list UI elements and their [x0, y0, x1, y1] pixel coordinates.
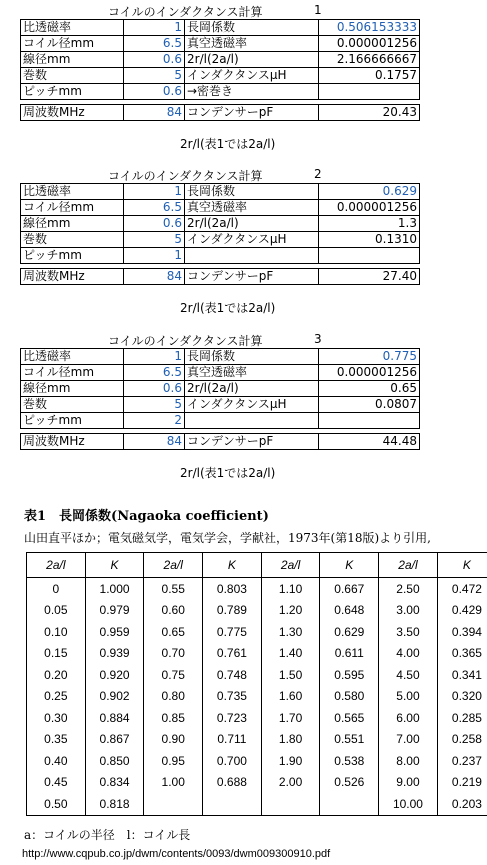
nagaoka-cell: 0.648: [320, 600, 379, 622]
capacitor-value: 20.43: [319, 105, 420, 121]
param-label: 比透磁率: [21, 20, 124, 36]
nagaoka-cell: [144, 793, 203, 815]
nagaoka-header: 2a/l: [379, 553, 438, 578]
calc-row: [21, 381, 420, 397]
nagaoka-cell: 0.10: [27, 621, 86, 643]
nagaoka-header: K: [437, 553, 487, 578]
param-label: コイル径mm: [21, 36, 124, 52]
nagaoka-cell: 1.90: [261, 750, 320, 772]
nagaoka-header: K: [320, 553, 379, 578]
nagaoka-cell: 0.711: [203, 729, 262, 751]
result-label: 真空透磁率: [185, 200, 319, 216]
nagaoka-row: [27, 729, 487, 751]
result-value: [319, 248, 420, 264]
nagaoka-cell: 0.472: [437, 578, 487, 600]
nagaoka-cell: 0.611: [320, 643, 379, 665]
capacitor-label: コンデンサーpF: [185, 434, 319, 450]
nagaoka-cell: 1.60: [261, 686, 320, 708]
nagaoka-cell: 1.20: [261, 600, 320, 622]
nagaoka-row: [27, 600, 487, 622]
result-value: [319, 84, 420, 100]
result-value: 0.506153333: [319, 20, 420, 36]
nagaoka-cell: 0.203: [437, 793, 487, 815]
nagaoka-cell: [261, 793, 320, 815]
nagaoka-table-source: 山田直平ほか；電気磁気学，電気学会，学献社，1973年(第18版)より引用,: [24, 531, 431, 545]
calc-number: 1: [314, 3, 322, 17]
frequency-input[interactable]: 84: [124, 434, 185, 450]
param-label: 巻数: [21, 397, 124, 413]
result-label: [185, 413, 319, 429]
param-input[interactable]: 6.5: [124, 36, 185, 52]
nagaoka-cell: 0: [27, 578, 86, 600]
nagaoka-cell: 8.00: [379, 750, 438, 772]
nagaoka-cell: 0.735: [203, 686, 262, 708]
nagaoka-cell: 0.867: [85, 729, 144, 751]
nagaoka-cell: 0.05: [27, 600, 86, 622]
result-label: 2r/l(2a/l): [185, 216, 319, 232]
param-label: ピッチmm: [21, 248, 124, 264]
calc-note: 2r/l(表1では2a/l): [180, 301, 276, 315]
nagaoka-header: K: [203, 553, 262, 578]
frequency-label: 周波数MHz: [21, 434, 124, 450]
result-value: 1.3: [319, 216, 420, 232]
calc-row: [21, 68, 420, 84]
nagaoka-cell: 0.65: [144, 621, 203, 643]
nagaoka-cell: [203, 793, 262, 815]
nagaoka-cell: [320, 793, 379, 815]
param-input[interactable]: 0.6: [124, 381, 185, 397]
param-label: 巻数: [21, 68, 124, 84]
nagaoka-header-row: [27, 553, 487, 578]
nagaoka-row: [27, 707, 487, 729]
nagaoka-cell: 1.30: [261, 621, 320, 643]
calc-number: 3: [314, 332, 322, 346]
nagaoka-cell: 1.80: [261, 729, 320, 751]
nagaoka-cell: 0.834: [85, 772, 144, 794]
frequency-label: 周波数MHz: [21, 269, 124, 285]
nagaoka-cell: 0.629: [320, 621, 379, 643]
result-value: 0.65: [319, 381, 420, 397]
result-value: 0.775: [319, 349, 420, 365]
result-value: 0.629: [319, 184, 420, 200]
nagaoka-cell: 0.761: [203, 643, 262, 665]
result-value: 0.000001256: [319, 200, 420, 216]
nagaoka-cell: 7.00: [379, 729, 438, 751]
nagaoka-cell: 0.30: [27, 707, 86, 729]
result-value: 0.1310: [319, 232, 420, 248]
nagaoka-cell: 0.394: [437, 621, 487, 643]
frequency-row: [21, 434, 420, 450]
nagaoka-table-body: [27, 578, 487, 816]
nagaoka-cell: 0.700: [203, 750, 262, 772]
calc-note: 2r/l(表1では2a/l): [180, 137, 276, 151]
frequency-label: 周波数MHz: [21, 105, 124, 121]
calc-title: コイルのインダクタンス計算: [108, 169, 263, 183]
nagaoka-cell: 0.258: [437, 729, 487, 751]
calc-row: [21, 36, 420, 52]
nagaoka-cell: 0.959: [85, 621, 144, 643]
nagaoka-cell: 0.526: [320, 772, 379, 794]
nagaoka-table-title: 表1 長岡係数(Nagaoka coefficient): [24, 509, 269, 524]
nagaoka-cell: 3.00: [379, 600, 438, 622]
nagaoka-cell: 0.285: [437, 707, 487, 729]
nagaoka-cell: 0.320: [437, 686, 487, 708]
nagaoka-row: [27, 793, 487, 815]
calc-row: [21, 20, 420, 36]
param-label: コイル径mm: [21, 200, 124, 216]
nagaoka-cell: 0.902: [85, 686, 144, 708]
param-label: 巻数: [21, 232, 124, 248]
nagaoka-cell: 0.40: [27, 750, 86, 772]
param-label: 比透磁率: [21, 349, 124, 365]
calc-row: [21, 52, 420, 68]
nagaoka-cell: 0.818: [85, 793, 144, 815]
nagaoka-cell: 0.580: [320, 686, 379, 708]
calc-row: [21, 397, 420, 413]
nagaoka-cell: 1.50: [261, 664, 320, 686]
calc-row: [21, 184, 420, 200]
nagaoka-cell: 0.35: [27, 729, 86, 751]
param-input[interactable]: 1: [124, 184, 185, 200]
calc-row: [21, 248, 420, 264]
param-input[interactable]: 0.6: [124, 84, 185, 100]
nagaoka-header: 2a/l: [27, 553, 86, 578]
result-label: 2r/l(2a/l): [185, 381, 319, 397]
frequency-input[interactable]: 84: [124, 105, 185, 121]
frequency-row: [21, 269, 420, 285]
result-label: →密巻き: [185, 84, 319, 100]
nagaoka-header: K: [85, 553, 144, 578]
capacitor-value: 27.40: [319, 269, 420, 285]
result-label: 真空透磁率: [185, 365, 319, 381]
result-label: 長岡係数: [185, 184, 319, 200]
nagaoka-row: [27, 750, 487, 772]
result-label: 真空透磁率: [185, 36, 319, 52]
nagaoka-cell: 0.25: [27, 686, 86, 708]
nagaoka-cell: 9.00: [379, 772, 438, 794]
result-label: 長岡係数: [185, 20, 319, 36]
result-value: 0.000001256: [319, 36, 420, 52]
nagaoka-cell: 3.50: [379, 621, 438, 643]
nagaoka-cell: 0.219: [437, 772, 487, 794]
calc-row: [21, 365, 420, 381]
param-input[interactable]: 5: [124, 68, 185, 84]
nagaoka-cell: 0.60: [144, 600, 203, 622]
nagaoka-header: 2a/l: [261, 553, 320, 578]
calc-title: コイルのインダクタンス計算: [108, 334, 263, 348]
nagaoka-cell: 0.365: [437, 643, 487, 665]
param-input[interactable]: 5: [124, 397, 185, 413]
nagaoka-cell: 1.40: [261, 643, 320, 665]
nagaoka-cell: 0.55: [144, 578, 203, 600]
nagaoka-cell: 1.70: [261, 707, 320, 729]
frequency-row: [21, 105, 420, 121]
nagaoka-cell: 0.429: [437, 600, 487, 622]
nagaoka-cell: 0.789: [203, 600, 262, 622]
nagaoka-cell: 0.688: [203, 772, 262, 794]
nagaoka-cell: 0.80: [144, 686, 203, 708]
nagaoka-row: [27, 664, 487, 686]
nagaoka-row: [27, 578, 487, 600]
nagaoka-table: [26, 552, 487, 816]
nagaoka-cell: 0.95: [144, 750, 203, 772]
calc-row: [21, 216, 420, 232]
nagaoka-cell: 0.565: [320, 707, 379, 729]
result-value: 0.0807: [319, 397, 420, 413]
result-label: [185, 248, 319, 264]
result-value: 0.000001256: [319, 365, 420, 381]
source-url[interactable]: http://www.cqpub.co.jp/dwm/contents/0093/dwm009300910.pdf: [22, 848, 331, 860]
nagaoka-cell: 0.20: [27, 664, 86, 686]
calc-row: [21, 232, 420, 248]
nagaoka-cell: 0.90: [144, 729, 203, 751]
nagaoka-cell: 0.538: [320, 750, 379, 772]
param-label: ピッチmm: [21, 84, 124, 100]
result-label: インダクタンスμH: [185, 232, 319, 248]
capacitor-label: コンデンサーpF: [185, 269, 319, 285]
capacitor-value: 44.48: [319, 434, 420, 450]
nagaoka-cell: 0.803: [203, 578, 262, 600]
nagaoka-header: 2a/l: [144, 553, 203, 578]
nagaoka-cell: 0.850: [85, 750, 144, 772]
nagaoka-cell: 1.00: [144, 772, 203, 794]
param-input[interactable]: 6.5: [124, 365, 185, 381]
param-input[interactable]: 2: [124, 413, 185, 429]
calc-number: 2: [314, 167, 322, 181]
param-label: ピッチmm: [21, 413, 124, 429]
param-input[interactable]: 5: [124, 232, 185, 248]
param-input[interactable]: 0.6: [124, 52, 185, 68]
param-input[interactable]: 6.5: [124, 200, 185, 216]
nagaoka-cell: 0.723: [203, 707, 262, 729]
nagaoka-cell: 0.884: [85, 707, 144, 729]
calc-table: [20, 183, 420, 285]
result-label: インダクタンスμH: [185, 397, 319, 413]
param-input[interactable]: 1: [124, 248, 185, 264]
nagaoka-footnote: a：コイルの半径 l：コイル長: [24, 828, 191, 842]
nagaoka-cell: 5.00: [379, 686, 438, 708]
nagaoka-row: [27, 643, 487, 665]
nagaoka-cell: 0.85: [144, 707, 203, 729]
param-input[interactable]: 1: [124, 349, 185, 365]
nagaoka-table-wrapper: [26, 552, 487, 816]
calc-title: コイルのインダクタンス計算: [108, 5, 263, 19]
nagaoka-cell: 6.00: [379, 707, 438, 729]
capacitor-label: コンデンサーpF: [185, 105, 319, 121]
result-value: 2.166666667: [319, 52, 420, 68]
nagaoka-cell: 0.45: [27, 772, 86, 794]
nagaoka-cell: 0.237: [437, 750, 487, 772]
nagaoka-cell: 0.595: [320, 664, 379, 686]
nagaoka-cell: 0.979: [85, 600, 144, 622]
nagaoka-cell: 0.748: [203, 664, 262, 686]
nagaoka-cell: 4.00: [379, 643, 438, 665]
nagaoka-cell: 0.75: [144, 664, 203, 686]
param-label: 線径mm: [21, 52, 124, 68]
param-label: 線径mm: [21, 216, 124, 232]
nagaoka-row: [27, 686, 487, 708]
calc-row: [21, 349, 420, 365]
param-label: 線径mm: [21, 381, 124, 397]
calc-row: [21, 413, 420, 429]
nagaoka-cell: 0.70: [144, 643, 203, 665]
calc-row: [21, 84, 420, 100]
param-input[interactable]: 1: [124, 20, 185, 36]
nagaoka-cell: 1.10: [261, 578, 320, 600]
nagaoka-cell: 2.00: [261, 772, 320, 794]
calc-note: 2r/l(表1では2a/l): [180, 466, 276, 480]
nagaoka-row: [27, 621, 487, 643]
nagaoka-row: [27, 772, 487, 794]
param-label: 比透磁率: [21, 184, 124, 200]
result-value: 0.1757: [319, 68, 420, 84]
nagaoka-cell: 1.000: [85, 578, 144, 600]
nagaoka-cell: 2.50: [379, 578, 438, 600]
result-value: [319, 413, 420, 429]
frequency-input[interactable]: 84: [124, 269, 185, 285]
param-input[interactable]: 0.6: [124, 216, 185, 232]
calc-table: [20, 348, 420, 450]
nagaoka-cell: 0.775: [203, 621, 262, 643]
calc-table: [20, 19, 420, 121]
nagaoka-cell: 0.939: [85, 643, 144, 665]
nagaoka-cell: 0.341: [437, 664, 487, 686]
nagaoka-cell: 0.920: [85, 664, 144, 686]
result-label: インダクタンスμH: [185, 68, 319, 84]
nagaoka-cell: 0.551: [320, 729, 379, 751]
calc-row: [21, 200, 420, 216]
result-label: 2r/l(2a/l): [185, 52, 319, 68]
nagaoka-cell: 0.667: [320, 578, 379, 600]
nagaoka-cell: 4.50: [379, 664, 438, 686]
nagaoka-cell: 0.50: [27, 793, 86, 815]
result-label: 長岡係数: [185, 349, 319, 365]
nagaoka-cell: 10.00: [379, 793, 438, 815]
param-label: コイル径mm: [21, 365, 124, 381]
nagaoka-cell: 0.15: [27, 643, 86, 665]
